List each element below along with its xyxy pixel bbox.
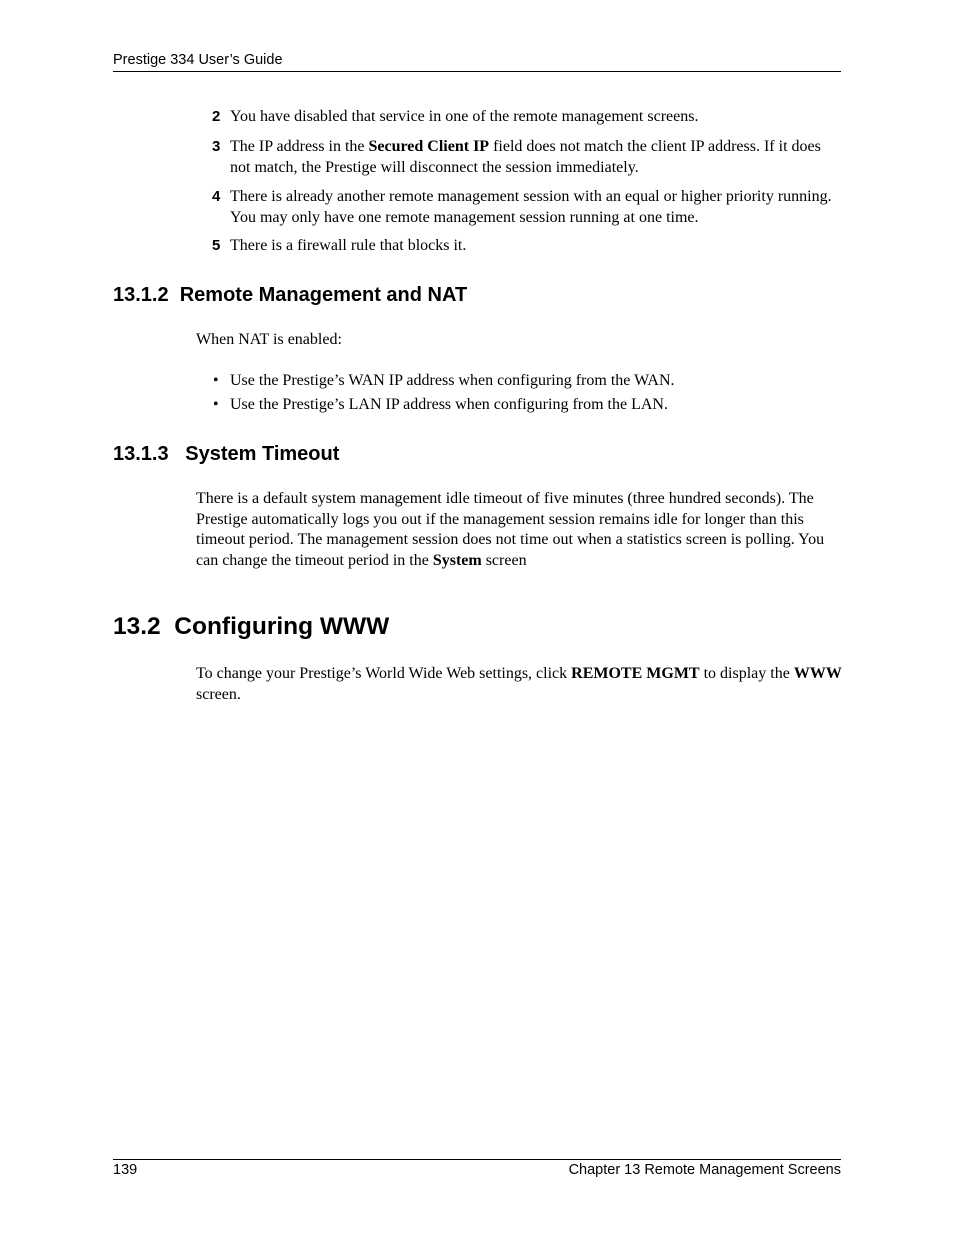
paragraph-text-pre: There is a default system management idle timeout of five minutes (three hundred seconds). The Prestige automatically logs you out if the management session remains idle for longer than this timeout period. The management session does not time out when a statistics screen is polling. You can change the timeout period in the bbox=[196, 490, 825, 569]
step-text bbox=[230, 137, 844, 178]
step-text: There is a firewall rule that blocks it. bbox=[230, 237, 467, 254]
paragraph-text-post: screen. bbox=[196, 685, 241, 703]
step-text-pre: The IP address in the bbox=[230, 138, 369, 155]
step-number: 3 bbox=[212, 138, 221, 155]
system-timeout-paragraph bbox=[196, 489, 844, 571]
bullet-item bbox=[213, 371, 843, 392]
step-item-2 bbox=[212, 107, 844, 128]
page-number: 139 bbox=[113, 1162, 138, 1178]
step-number: 4 bbox=[212, 188, 221, 205]
nat-intro: When NAT is enabled: bbox=[196, 331, 342, 348]
bullet-text: Use the Prestige’s WAN IP address when configuring from the WAN. bbox=[230, 372, 675, 389]
section-heading-configuring-www: 13.2 Configuring WWW bbox=[113, 613, 390, 640]
running-header: Prestige 334 User’s Guide bbox=[113, 52, 283, 68]
step-number: 2 bbox=[212, 108, 221, 125]
configuring-www-paragraph bbox=[196, 664, 844, 705]
step-text-post: field does not match the client IP address. If it does not match, the Prestige will disconnect the session immediately. bbox=[230, 138, 821, 176]
step-item-5 bbox=[212, 236, 844, 257]
screen-name-www: WWW bbox=[793, 665, 842, 682]
step-text: There is already another remote management session with an equal or higher priority running. You may only have one remote management session running at one time. bbox=[230, 188, 832, 226]
bullet-icon: • bbox=[213, 396, 219, 413]
bullet-item bbox=[213, 395, 843, 416]
paragraph-text-pre: To change your Prestige’s World Wide Web settings, click bbox=[196, 665, 572, 682]
step-text: You have disabled that service in one of the remote management screens. bbox=[230, 108, 699, 125]
screen-name-system: System bbox=[432, 551, 482, 569]
bullet-icon: • bbox=[213, 372, 219, 389]
bullet-text: Use the Prestige’s LAN IP address when configuring from the LAN. bbox=[230, 396, 668, 413]
step-number: 5 bbox=[212, 237, 221, 254]
section-heading-system-timeout: 13.1.3 System Timeout bbox=[113, 443, 340, 465]
section-heading-remote-management-nat: 13.1.2 Remote Management and NAT bbox=[113, 284, 468, 306]
footer-rule bbox=[113, 1159, 841, 1160]
step-item-3 bbox=[212, 137, 844, 178]
step-item-4 bbox=[212, 187, 844, 228]
field-name-secured-client-ip: Secured Client IP bbox=[368, 138, 490, 155]
paragraph-text-mid: to display the bbox=[699, 665, 794, 682]
menu-name-remote-mgmt: REMOTE MGMT bbox=[571, 665, 700, 682]
paragraph-text-post: screen bbox=[481, 551, 527, 569]
header-rule bbox=[113, 71, 841, 72]
chapter-title: Chapter 13 Remote Management Screens bbox=[568, 1162, 841, 1178]
